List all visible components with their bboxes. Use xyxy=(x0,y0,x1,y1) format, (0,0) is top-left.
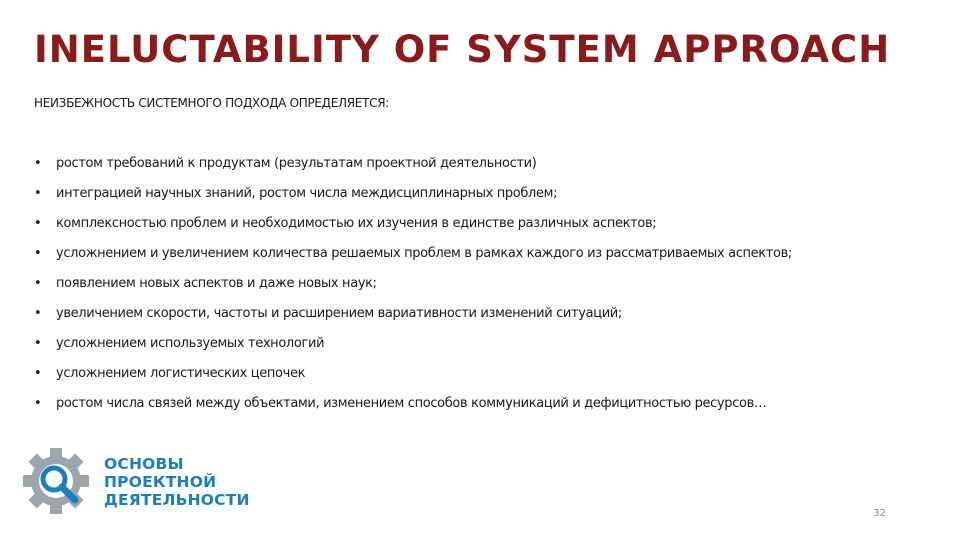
bullet-text: усложнением и увеличением количества решаемых проблем в рамках каждого из рассматриваемых аспектов; xyxy=(56,246,792,261)
bullet-item xyxy=(34,304,904,323)
bullet-marker: • xyxy=(34,336,42,351)
bullet-marker: • xyxy=(34,216,42,231)
bullet-text: усложнением логистических цепочек xyxy=(56,366,306,381)
bullet-item xyxy=(34,184,904,203)
logo-line-2: ПРОЕКТНОЙ xyxy=(104,473,217,491)
bullet-marker: • xyxy=(34,246,42,261)
bullet-item xyxy=(34,364,904,383)
bullet-list xyxy=(34,154,904,424)
logo-line-3: ДЕЯТЕЛЬНОСТИ xyxy=(104,491,250,509)
bullet-item xyxy=(34,274,904,293)
bullet-marker: • xyxy=(34,156,42,171)
bullet-item xyxy=(34,214,904,233)
bullet-marker: • xyxy=(34,276,42,291)
bullet-item xyxy=(34,334,904,353)
course-logo xyxy=(22,446,262,518)
bullet-marker: • xyxy=(34,396,42,411)
bullet-item xyxy=(34,244,904,263)
gear-magnifier-icon xyxy=(22,446,94,518)
bullet-marker: • xyxy=(34,186,42,201)
slide-title: INELUCTABILITY OF SYSTEM APPROACH xyxy=(34,28,891,71)
bullet-text: увеличением скорости, частоты и расширением вариативности изменений ситуаций; xyxy=(56,306,622,321)
bullet-text: ростом требований к продуктам (результатам проектной деятельности) xyxy=(56,156,537,171)
logo-line-1: ОСНОВЫ xyxy=(104,455,184,473)
slide-subtitle: НЕИЗБЕЖНОСТЬ СИСТЕМНОГО ПОДХОДА ОПРЕДЕЛЯЕТСЯ: xyxy=(34,96,389,110)
bullet-text: комплексностью проблем и необходимостью их изучения в единстве различных аспектов; xyxy=(56,216,657,231)
bullet-item xyxy=(34,154,904,173)
bullet-text: ростом числа связей между объектами, изменением способов коммуникаций и дефицитностью ресурсов… xyxy=(56,396,767,411)
logo-text xyxy=(104,455,250,509)
bullet-marker: • xyxy=(34,366,42,381)
bullet-text: усложнением используемых технологий xyxy=(56,336,325,351)
bullet-text: интеграцией научных знаний, ростом числа междисциплинарных проблем; xyxy=(56,186,558,201)
bullet-marker: • xyxy=(34,306,42,321)
bullet-text: появлением новых аспектов и даже новых наук; xyxy=(56,276,377,291)
bullet-item xyxy=(34,394,904,413)
page-number: 32 xyxy=(873,508,886,519)
